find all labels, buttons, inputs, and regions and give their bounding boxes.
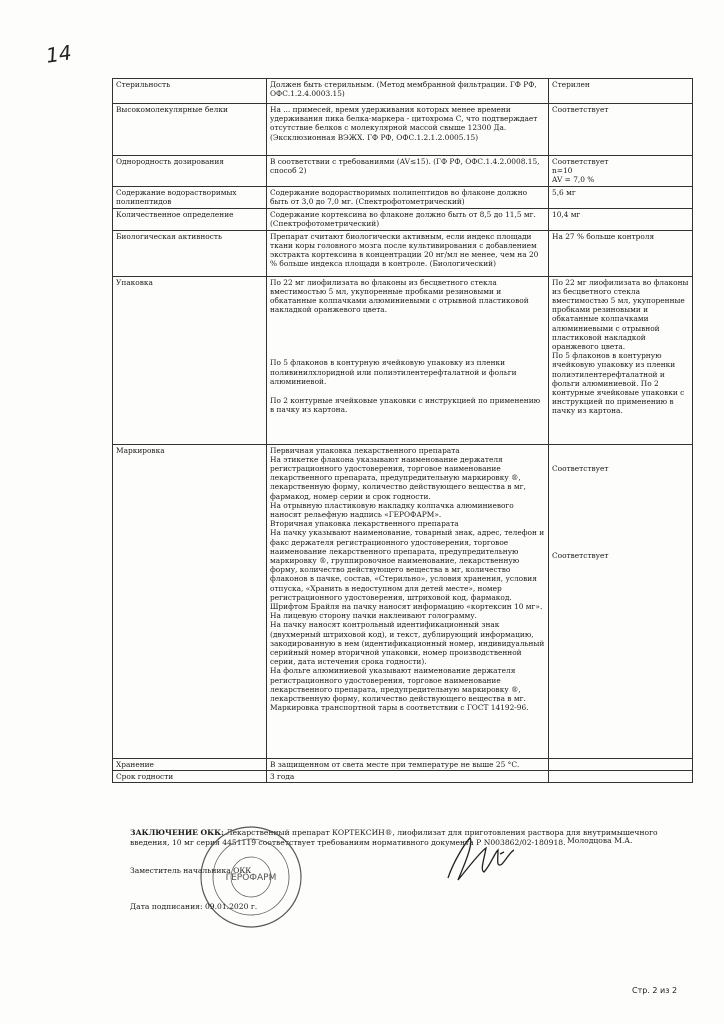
stamp-text: ГЕРОФАРМ	[225, 873, 277, 883]
table-row	[113, 79, 693, 104]
table-row	[113, 230, 693, 276]
param-name: Высокомолекулярные белки	[113, 104, 267, 156]
table-row	[113, 758, 693, 770]
param-result: Соответствует Соответствует	[549, 444, 693, 758]
deputy-title: Заместитель начальника ОКК	[130, 866, 252, 875]
conclusion-text: Лекарственный препарат КОРТЕКСИН®, лиофилизат для приготовления раствора для внутримышечного введения, 10 мг серия 4451119 соответствует требованиям нормативного документа Р N003862/02-180918.	[130, 828, 658, 847]
param-name: Содержание водорастворимых полипептидов	[113, 186, 267, 208]
conclusion-label: ЗАКЛЮЧЕНИЕ ОКК:	[130, 828, 224, 837]
signing-date: Дата подписания: 09.01.2020 г.	[130, 902, 258, 911]
param-requirement: По 22 мг лиофилизата во флаконы из бесцветного стекла вместимостью 5 мл, укупоренные пробками резиновыми и обкатанные колпачками алюминиевыми с отрывной пластиковой накладкой оранжевого цвета. По 5 флаконов в контурную ячейковую упаковку из пленки поливинилхлоридной или полиэтилентерефталатной и фольги алюминиевой. По 2 контурные ячейковые упаковки с инструкцией по применению в пачку из картона.	[267, 276, 549, 444]
param-result	[549, 770, 693, 782]
param-requirement: Препарат считают биологически активным, если индекс площади ткани коры головного мозга после культивирования с добавлением экстракта кортексина в концентрации 20 нг/мл не менее, чем на 20 % больше индекса площади в контроле. (Биологический)	[267, 230, 549, 276]
param-result: Стерилен	[549, 79, 693, 104]
param-result: На 27 % больше контроля	[549, 230, 693, 276]
stamp-seal	[196, 822, 306, 932]
param-result: Соответствует	[549, 104, 693, 156]
signer-name: Молодцова М.А.	[567, 836, 633, 845]
table-row	[113, 276, 693, 444]
param-result: 10,4 мг	[549, 208, 693, 230]
param-requirement: Должен быть стерильным. (Метод мембранной фильтрации. ГФ РФ, ОФС.1.2.4.0003.15)	[267, 79, 549, 104]
param-requirement: Первичная упаковка лекарственного препарата На этикетке флакона указывают наименование держателя регистрационного удостоверения, торговое наименование лекарственного препарата, предупредительную маркировку ®, лекарственную форму, количество действующего вещества в мг, фармакод, номер серии и срок годности. На отрывную пластиковую накладку колпачка алюминиевого наносят рельефную надпись «ГЕРОФАРМ». Вторичная упаковка лекарственного препарата На пачку указывают наименование, товарный знак, адрес, телефон и факс держателя регистрационного удостоверения, торговое наименование лекарственного препарата, предупредительную маркировку ®, группировочное наименование, лекарственную форму, количество действующего вещества в мг, количество флаконов в пачке, состав, «Стерильно», условия хранения, условия отпуска, «Хранить в недоступном для детей месте», номер регистрационного удостоверения, штриховой код, фармакод. Шрифтом Брайля на пачку наносят информацию «кортексин 10 мг». На лицевую сторону пачки наклеивают голограмму. На пачку наносят контрольный идентификационный знак (двухмерный штриховой код), и текст, дублирующий информацию, закодированную в нем (идентификационный номер, индивидуальный серийный номер вторичной упаковки, номер производственной серии, дата истечения срока годности). На фольге алюминиевой указывают наименование держателя регистрационного удостоверения, торговое наименование лекарственного препарата, предупредительную маркировку ®, лекарственную форму, количество действующего вещества в мг. Маркировка транспортной тары в соответствии с ГОСТ 14192-96.	[267, 444, 549, 758]
param-result: 5,6 мг	[549, 186, 693, 208]
table-row	[113, 208, 693, 230]
table-row	[113, 104, 693, 156]
table-row	[113, 770, 693, 782]
param-name: Упаковка	[113, 276, 267, 444]
page-footer: Стр. 2 из 2	[632, 986, 678, 995]
param-name: Однородность дозирования	[113, 156, 267, 187]
table-row	[113, 186, 693, 208]
param-name: Количественное определение	[113, 208, 267, 230]
param-requirement: Содержание кортексина во флаконе должно быть от 8,5 до 11,5 мг. (Спектрофотометрический)	[267, 208, 549, 230]
param-requirement: 3 года	[267, 770, 549, 782]
param-name: Хранение	[113, 758, 267, 770]
param-name: Стерильность	[113, 79, 267, 104]
param-requirement: В защищенном от света месте при температуре не выше 25 °С.	[267, 758, 549, 770]
param-name: Срок годности	[113, 770, 267, 782]
param-name: Биологическая активность	[113, 230, 267, 276]
table-row	[113, 444, 693, 758]
param-name: Маркировка	[113, 444, 267, 758]
specification-table	[112, 78, 693, 783]
param-requirement: На ... примесей, время удерживания которых менее времени удерживания пика белка-маркера - цитохрома С, что подтверждает отсутствие белков с молекулярной массой свыше 12300 Да. (Эксклюзионная ВЭЖХ. ГФ РФ, ОФС.1.2.1.2.0005.15)	[267, 104, 549, 156]
handwritten-page-number: 14	[44, 40, 73, 68]
param-requirement: Содержание водорастворимых полипептидов во флаконе должно быть от 3,0 до 7,0 мг. (Спектрофотометрический)	[267, 186, 549, 208]
param-requirement: В соответствии с требованиями (AV≤15). (ГФ РФ, ОФС.1.4.2.0008.15, способ 2)	[267, 156, 549, 187]
param-result: Соответствует n=10 AV = 7,0 %	[549, 156, 693, 187]
signature-image	[440, 830, 530, 890]
param-result	[549, 758, 693, 770]
table-row	[113, 156, 693, 187]
param-result: По 22 мг лиофилизата во флаконы из бесцветного стекла вместимостью 5 мл, укупоренные пробками резиновыми и обкатанные колпачками алюминиевыми с отрывной пластиковой накладкой оранжевого цвета. По 5 флаконов в контурную ячейковую упаковку из пленки полиэтилентерефталатной и фольги алюминиевой. По 2 контурные ячейковые упаковки с инструкцией по применению в пачку из картона.	[549, 276, 693, 444]
